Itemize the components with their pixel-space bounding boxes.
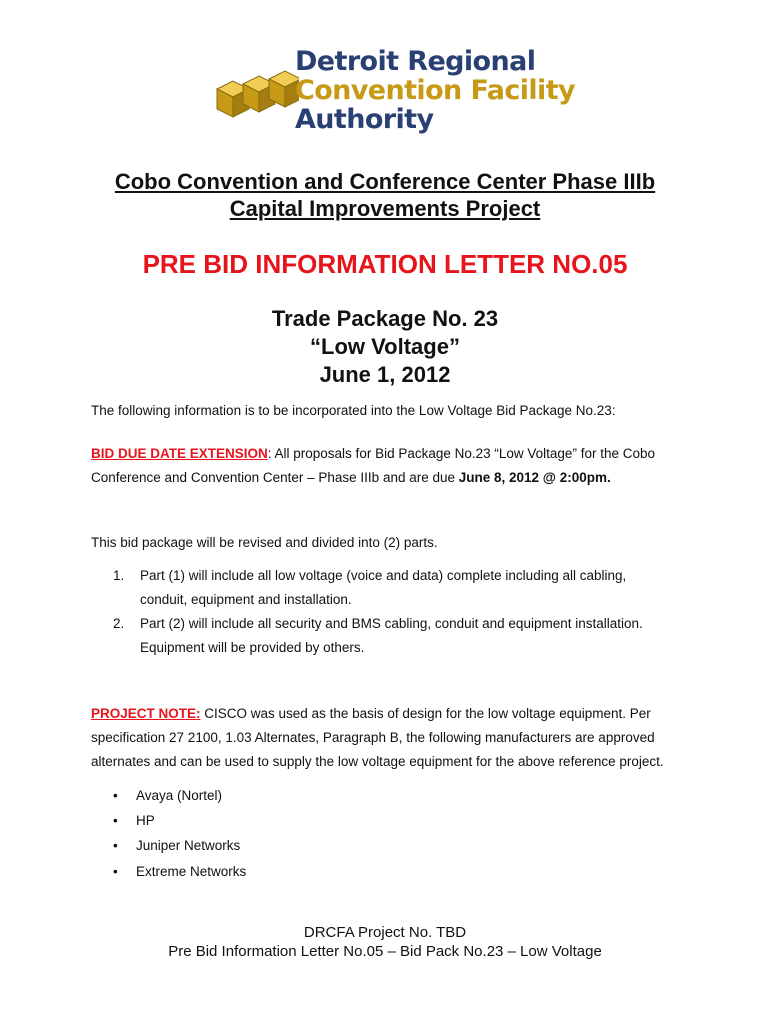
- drcfa-logo: [213, 46, 576, 145]
- intro-paragraph: The following information is to be incorporated into the Low Voltage Bid Package No.23:: [91, 403, 616, 418]
- list-item-2-number: 2.: [113, 616, 125, 631]
- project-note-label: PROJECT NOTE:: [91, 706, 201, 721]
- extension-label: BID DUE DATE EXTENSION: [91, 446, 268, 461]
- manufacturer-hp: HP: [136, 813, 155, 828]
- cube-logo-mark: [213, 47, 299, 145]
- bullet-4: •: [113, 864, 118, 879]
- page-footer: [0, 923, 770, 961]
- list-item-2-line-1: Part (2) will include all security and BMS cabling, conduit and equipment installation.: [140, 616, 643, 631]
- logo-line-1: Detroit Regional: [295, 46, 536, 77]
- list-item-1-line-2: conduit, equipment and installation.: [140, 592, 352, 607]
- list-item-1-line-1: Part (1) will include all low voltage (voice and data) complete including all cabling,: [140, 568, 627, 583]
- project-note-line-1: [91, 702, 651, 726]
- project-note-line-2: specification 27 2100, 1.03 Alternates, Paragraph B, the following manufacturers are approved: [91, 730, 655, 745]
- trade-package-name: “Low Voltage”: [310, 334, 460, 359]
- project-title-line-2: Capital Improvements Project: [229, 196, 541, 221]
- manufacturer-extreme: Extreme Networks: [136, 864, 247, 879]
- manufacturer-juniper: Juniper Networks: [136, 838, 241, 853]
- manufacturer-avaya: Avaya (Nortel): [136, 788, 223, 803]
- list-item-2-line-2: Equipment will be provided by others.: [140, 640, 365, 655]
- trade-package-heading: [0, 305, 770, 389]
- project-note-text-1: CISCO was used as the basis of design for the low voltage equipment. Per: [200, 706, 651, 721]
- revision-paragraph: This bid package will be revised and divided into (2) parts.: [91, 535, 438, 550]
- footer-letter-reference: Pre Bid Information Letter No.05 – Bid Pack No.23 – Low Voltage: [168, 943, 602, 960]
- extension-line-1: [91, 442, 655, 466]
- extension-text-1: : All proposals for Bid Package No.23 “Low Voltage” for the Cobo: [267, 446, 655, 461]
- logo-line-3: Authority: [295, 104, 434, 135]
- project-title: [0, 168, 770, 222]
- bullet-1: •: [113, 788, 118, 803]
- project-note-line-3: alternates and can be used to supply the low voltage equipment for the above reference project.: [91, 754, 664, 769]
- project-title-line-1: Cobo Convention and Conference Center Phase IIIb: [114, 169, 656, 194]
- trade-package-number: Trade Package No. 23: [271, 306, 499, 331]
- bullet-2: •: [113, 813, 118, 828]
- list-item-1-number: 1.: [113, 568, 125, 583]
- bullet-3: •: [113, 838, 118, 853]
- letter-title: PRE BID INFORMATION LETTER NO.05: [142, 249, 628, 279]
- footer-project-number: DRCFA Project No. TBD: [303, 924, 467, 941]
- letter-date: June 1, 2012: [319, 362, 451, 387]
- extension-text-2: Conference and Convention Center – Phase IIIb and are due: [91, 470, 459, 485]
- logo-line-2: Convention Facility: [295, 75, 576, 106]
- due-date: June 8, 2012 @ 2:00pm.: [458, 470, 611, 485]
- extension-line-2: [91, 466, 611, 490]
